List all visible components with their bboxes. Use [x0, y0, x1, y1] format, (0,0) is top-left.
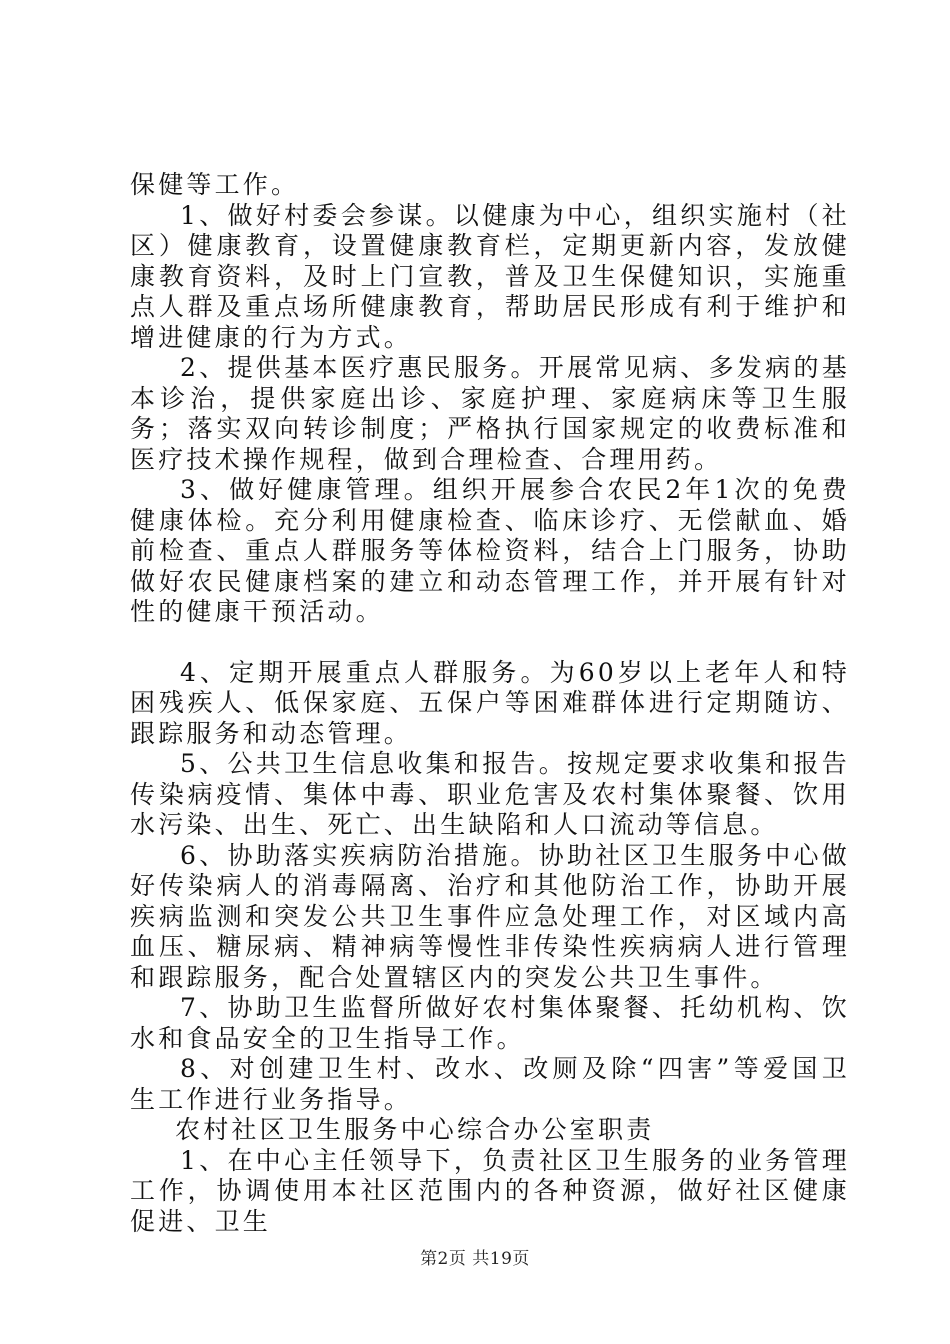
paragraph-item-3: 3、做好健康管理。组织开展参合农民2年1次的免费健康体检。充分利用健康检查、临床诊疗、无偿献血、婚前检查、重点人群服务等体检资料，结合上门服务，协助做好农民健康档案的建立和动态管理工作，并开展有针对性的健康干预活动。: [130, 475, 850, 626]
paragraph-office-item-1: 1、在中心主任领导下，负责社区卫生服务的业务管理工作，协调使用本社区范围内的各种资源，做好社区健康促进、卫生: [130, 1145, 850, 1236]
paragraph-item-1: 1、做好村委会参谋。以健康为中心，组织实施村（社区）健康教育，设置健康教育栏，定期更新内容，发放健康教育资料，及时上门宣教，普及卫生保健知识，实施重点人群及重点场所健康教育，帮助居民形成有利于维护和增进健康的行为方式。: [130, 200, 850, 352]
paragraph-continuation: 保健等工作。: [130, 170, 300, 199]
page-number-footer: 第2页 共19页: [420, 1249, 530, 1269]
paragraph-item-7: 7、协助卫生监督所做好农村集体聚餐、托幼机构、饮水和食品安全的卫生指导工作。: [130, 993, 850, 1053]
document-body: [130, 170, 850, 1237]
paragraph-item-4: 4、定期开展重点人群服务。为60岁以上老年人和特困残疾人、低保家庭、五保户等困难群体进行定期随访、跟踪服务和动态管理。: [130, 657, 850, 748]
section-heading: 农村社区卫生服务中心综合办公室职责: [175, 1115, 655, 1144]
paragraph-item-8: 8、对创建卫生村、改水、改厕及除“四害”等爱国卫生工作进行业务指导。: [130, 1054, 850, 1114]
paragraph-item-5: 5、公共卫生信息收集和报告。按规定要求收集和报告传染病疫情、集体中毒、职业危害及农村集体聚餐、饮用水污染、出生、死亡、出生缺陷和人口流动等信息。: [130, 749, 850, 839]
paragraph-item-2: 2、提供基本医疗惠民服务。开展常见病、多发病的基本诊治，提供家庭出诊、家庭护理、家庭病床等卫生服务；落实双向转诊制度；严格执行国家规定的收费标准和医疗技术操作规程，做到合理检查、合理用药。: [130, 353, 850, 474]
paragraph-item-6: 6、协助落实疾病防治措施。协助社区卫生服务中心做好传染病人的消毒隔离、治疗和其他防治工作，协助开展疾病监测和突发公共卫生事件应急处理工作，对区域内高血压、糖尿病、精神病等慢性非传染性疾病病人进行管理和跟踪服务，配合处置辖区内的突发公共卫生事件。: [130, 840, 850, 992]
